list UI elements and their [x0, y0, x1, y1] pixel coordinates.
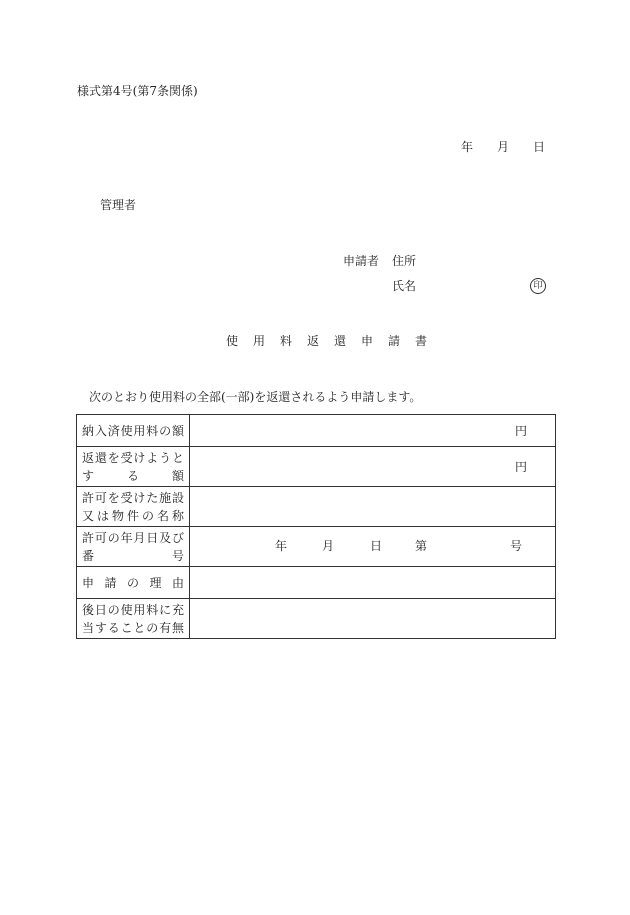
name-label: 氏名	[392, 279, 417, 293]
date-year-label: 年	[461, 140, 474, 154]
table-row	[77, 415, 556, 447]
table-row	[77, 527, 556, 567]
seal-mark: 印	[530, 278, 546, 294]
table-row	[77, 487, 556, 527]
paid-amount-field[interactable]: 円	[190, 415, 556, 447]
facility-name-field[interactable]	[190, 487, 556, 527]
row-label: 許可を受けた施設又は物件の名称	[77, 487, 190, 527]
date-month-label: 月	[497, 140, 510, 154]
future-fee-allocation-field[interactable]	[190, 599, 556, 639]
permit-day-label: 日	[370, 539, 383, 553]
row-label: 申請の理由	[77, 567, 190, 599]
row-label: 納入済使用料の額	[77, 415, 190, 447]
document-title: 使用料返還申請書	[226, 334, 443, 348]
application-table	[76, 414, 556, 639]
applicant-label: 申請者	[343, 254, 380, 268]
table-row	[77, 567, 556, 599]
row-label: 後日の使用料に充当することの有無	[77, 599, 190, 639]
row-label: 許可の年月日及び番号	[77, 527, 190, 567]
form-number: 様式第4号(第7条関係)	[77, 84, 198, 98]
permit-go-label: 号	[510, 539, 523, 553]
date-day-label: 日	[533, 140, 546, 154]
permit-dai-label: 第	[415, 539, 428, 553]
permit-month-label: 月	[322, 539, 335, 553]
permit-year-label: 年	[275, 539, 288, 553]
addressee: 管理者	[100, 198, 137, 212]
address-label: 住所	[392, 254, 417, 268]
intro-text: 次のとおり使用料の全部(一部)を返還されるよう申請します。	[89, 390, 422, 404]
row-label: 返還を受けようとする額	[77, 447, 190, 487]
table-row	[77, 447, 556, 487]
reason-field[interactable]	[190, 567, 556, 599]
permit-date-number-field[interactable]	[190, 527, 556, 567]
refund-amount-field[interactable]: 円	[190, 447, 556, 487]
table-row	[77, 599, 556, 639]
